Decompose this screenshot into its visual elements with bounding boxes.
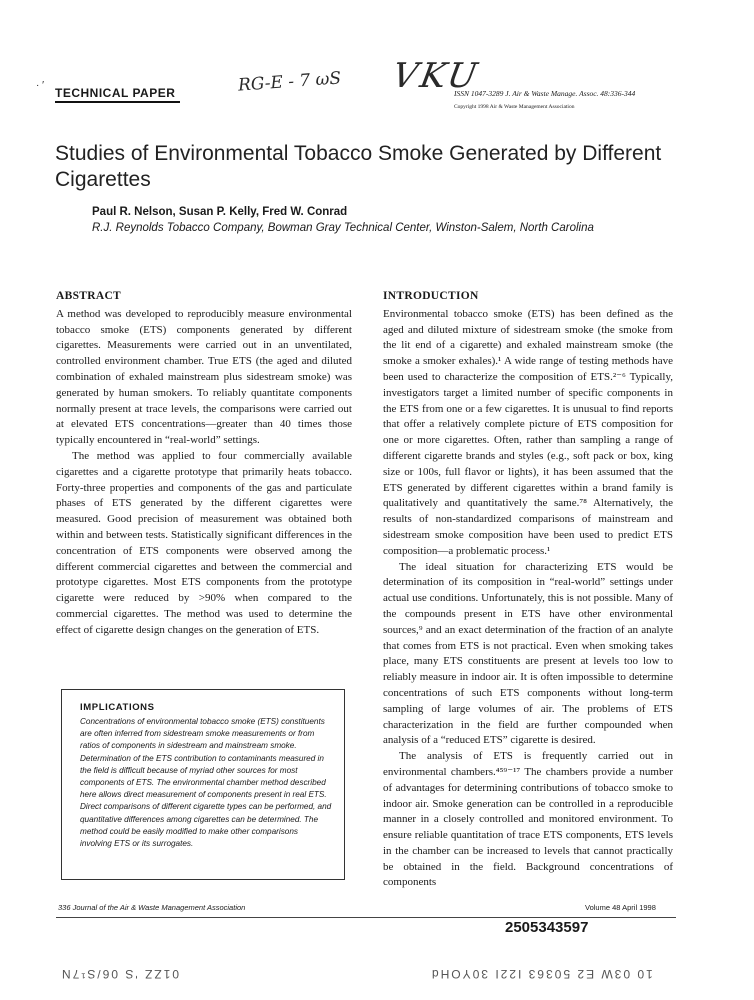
copyright-line: Copyright 1998 Air & Waste Management Association [454,104,575,110]
scan-artifact-text: 01ZZ 'S 06/S¹7N [60,967,179,981]
introduction-section [383,289,673,891]
handwritten-initials: VKU [389,56,483,96]
introduction-heading: INTRODUCTION [383,290,479,302]
page-footer-journal: 336 Journal of the Air & Waste Management Association [58,903,246,912]
abstract-paragraph: A method was developed to reproducibly measure environmental tobacco smoke (ETS) components generated by different cigarettes. Measurements were carried out in an unventilated, controlled environment chamber. True ETS (the aged and diluted combination of exhaled mainstream plus sidestream smoke) was generated by human smokers. To reliably quantitate components normally present at trace levels, the comparisons were carried out at elevated ETS concentrations—greater than 40 times those typically encountered in “real-world” settings. [56,307,352,447]
scan-artifact-text: 10 03W E2 50363 I22I 30YOHd [430,967,653,981]
implications-heading: IMPLICATIONS [80,702,155,713]
abstract-paragraph: The method was applied to four commercially available cigarettes and a cigarette prototype that primarily heats tobacco. Forty-three properties and components of the gas and particulate phases of ETS generated by the different cigarettes were measured. Good precision of measurement was obtained both within and between tests. Statistically significant differences in the concentration of ETS components were observed among the different commercial cigarettes and between the commercial and prototype cigarettes. Most ETS components from the prototype cigarette were reduced by >90% when compared to the commercial cigarettes. The method was used to determine the effect of cigarette design changes on the generation of ETS. [56,449,352,636]
implications-text: Concentrations of environmental tobacco smoke (ETS) constituents are often inferred from sidestream smoke measurements or from ratios of components in sidestream and mainstream smoke. Determination of the ETS contribution to contaminants measured in the field is difficult because of myriad other sources for most components of ETS. The environmental chamber method described here allows direct measurement of components present in real ETS. Direct comparisons of different cigarette types can be performed, and quantitative differences among cigarettes can be determined. The method could be easily modified to make other comparisons involving ETS or its surrogates. [80,717,332,849]
section-label: TECHNICAL PAPER [55,86,176,100]
introduction-paragraph: The ideal situation for characterizing ETS would be determination of its composition in “real-world” settings under actual use conditions. Unfortunately, this is not possible. Many of the compounds present in ETS have other environmental sources,⁹ and an exact determination of the fraction of an analyte that comes from ETS is not practical. Even when smoking takes place, many ETS constituents are present at levels too low to reliably measure in indoor air. It is often impossible to determine concentrations of such ETS components without long-term sampling of large volumes of air. The problems of ETS characterization in the field are further compounded when analysis of a “reduced ETS” cigarette is desired. [383,560,673,747]
author-list: Paul R. Nelson, Susan P. Kelly, Fred W. Conrad [92,206,348,218]
introduction-paragraph: Environmental tobacco smoke (ETS) has been defined as the aged and diluted mixture of sidestream smoke (the smoke from the lit end of a cigarette) and exhaled mainstream smoke (the smoke a smoker exhales).¹ A wide range of testing methods have been used to characterize the composition of ETS.²⁻⁶ Typically, investigators target a limited number of specific components in the ETS from one or a few cigarettes. It is unusual to find reports that offer a relatively complete picture of ETS composition for one or more cigarettes. Often, rather than sampling a range of different cigarette brands and styles (e.g., soft pack or box, king size or 100s, full flavor or lights), it has been assumed that the ETS generated by different cigarettes within a brand family is qualitatively and quantitatively the same.⁷⁸ Alternatively, the results of non-standardized comparisons of mainstream and sidestream smoke composition have been used to predict ETS composition—a problematic process.¹ [383,307,673,557]
implications-box [61,689,345,880]
abstract-section [56,289,352,639]
document-number: 2505343597 [505,919,589,936]
margin-marks: · ′ [36,80,44,91]
introduction-paragraph: The analysis of ETS is frequently carried out in environmental chambers.⁴⁵⁹⁻¹⁷ The chambers provide a number of advantages for determining contributions of tobacco smoke to indoor air. Smoke generation can be controlled in a reproducible manner in a closely controlled and monitored environment. To ensure reliable quantitation of trace ETS components, ETS levels in the chamber can be increased to levels that cannot practically be obtained in the field. Background concentrations of components [383,750,673,889]
abstract-heading: ABSTRACT [56,290,122,302]
journal-citation: ISSN 1047-3289 J. Air & Waste Manage. Assoc. 48:336-344 [454,89,636,98]
section-label-rule [55,101,180,103]
footer-rule [56,917,676,918]
affiliation: R.J. Reynolds Tobacco Company, Bowman Gray Technical Center, Winston-Salem, North Carolina [92,222,594,234]
page-footer-volume: Volume 48 April 1998 [585,903,656,912]
handwritten-note: RG-E - 7 ωS [237,68,342,96]
paper-title: Studies of Environmental Tobacco Smoke Generated by Different Cigarettes [55,142,662,191]
